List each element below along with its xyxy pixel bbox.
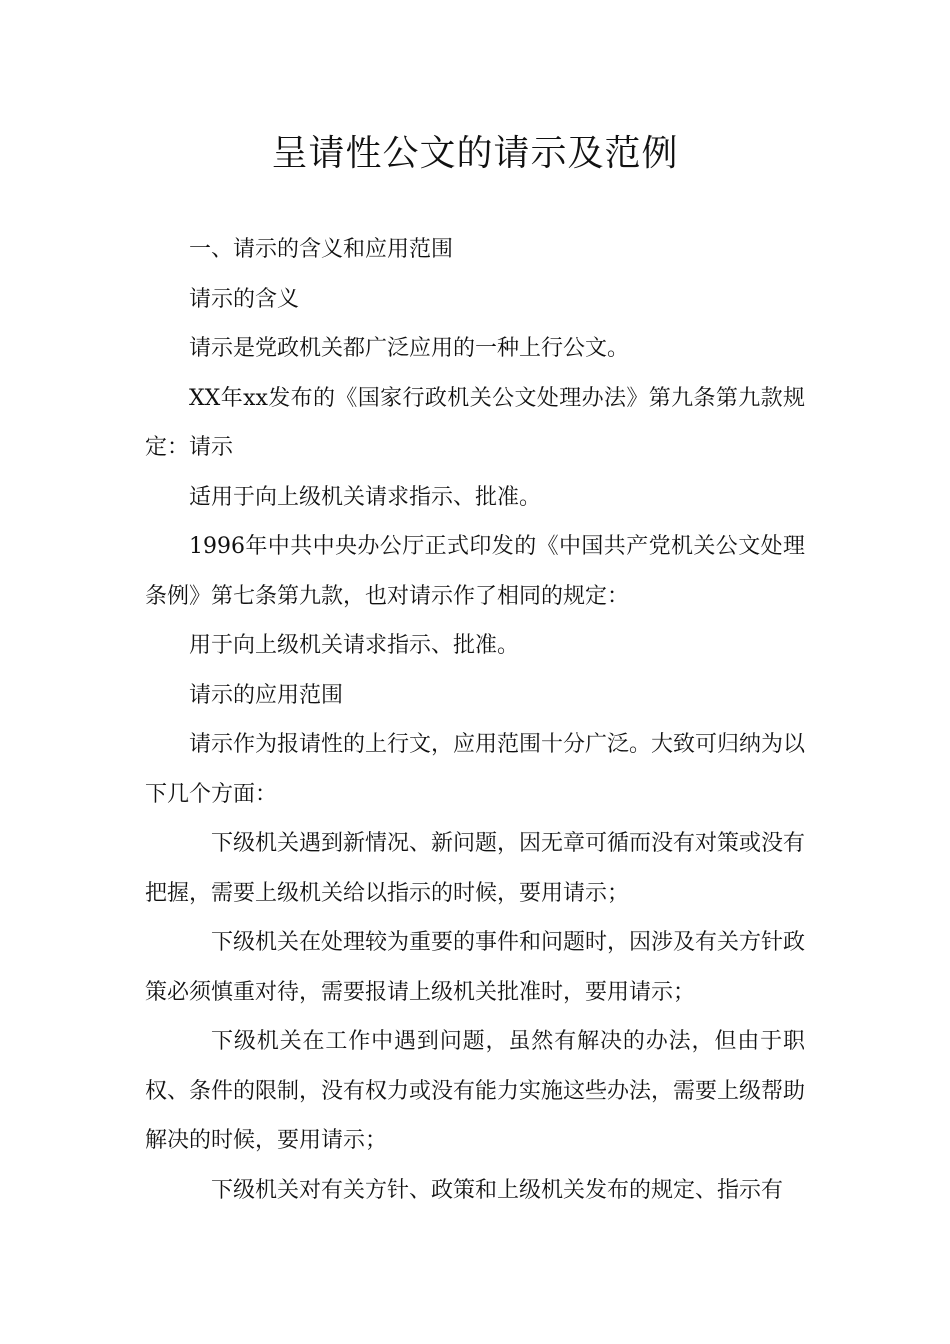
paragraph: 请示是党政机关都广泛应用的一种上行公文。 [189,336,630,361]
subheading: 请示的应用范围 [189,682,344,708]
paragraph: XX年xx发布的《国家行政机关公文处理办法》第九条第九款规定：请示 [145,385,805,460]
section-heading: 一、请示的含义和应用范围 [189,237,454,262]
document-body [145,225,805,1215]
paragraph: 用于向上级机关请求指示、批准。 [189,633,520,658]
list-paragraph: 下级机关在工作中遇到问题，虽然有解决的办法，但由于职权、条件的限制，没有权力或没有能力实施这些办法，需要上级帮助解决的时候，要用请示； [145,1029,806,1153]
paragraph: 适用于向上级机关请求指示、批准。 [189,484,542,510]
list-paragraph: 下级机关在处理较为重要的事件和问题时，因涉及有关方针政策必须慎重对待，需要报请上级机关批准时，要用请示； [145,930,806,1005]
list-paragraph: 下级机关遇到新情况、新问题，因无章可循而没有对策或没有把握，需要上级机关给以指示的时候，要用请示； [145,831,806,906]
paragraph: 请示作为报请性的上行文，应用范围十分广泛。大致可归纳为以下几个方面： [145,732,806,807]
paragraph: 1996年中共中央办公厅正式印发的《中国共产党机关公文处理条例》第七条第九款，也对请示作了相同的规定： [145,534,805,609]
list-paragraph: 下级机关对有关方针、政策和上级机关发布的规定、指示有 [211,1177,784,1203]
subheading: 请示的含义 [189,286,300,312]
document-title: 呈请性公文的请示及范例 [271,133,679,174]
